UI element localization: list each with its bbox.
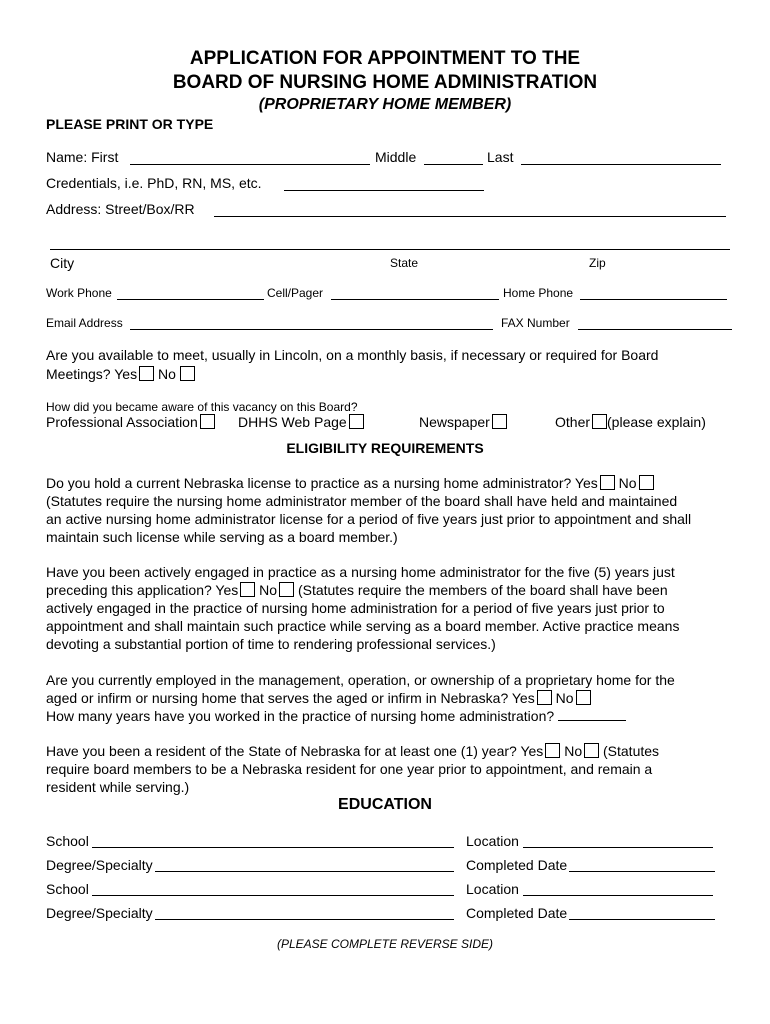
newspaper-label: Newspaper [419, 414, 490, 430]
employment-question-line1: Are you currently employed in the management, operation, or ownership of a proprietary home for the [46, 672, 675, 688]
completed-date-2-label: Completed Date [466, 905, 568, 921]
degree-2-label: Degree/Specialty [46, 905, 153, 921]
residency-yes-checkbox[interactable] [545, 743, 560, 758]
last-name-field[interactable] [521, 164, 721, 165]
vacancy-other-row [555, 414, 706, 430]
eligibility-heading: ELIGIBILITY REQUIREMENTS [286, 440, 484, 456]
license-no-checkbox[interactable] [639, 475, 654, 490]
license-statute-line2: an active nursing home administrator license for a period of five years just prior to appointment and shall [46, 511, 692, 527]
address-field[interactable] [214, 216, 726, 217]
years-worked-field[interactable] [558, 708, 626, 721]
availability-yes-checkbox[interactable] [139, 366, 154, 381]
other-label: Other [555, 414, 591, 430]
middle-name-field[interactable] [424, 164, 483, 165]
residency-statute-line3: resident while serving.) [46, 779, 190, 795]
degree-2-field[interactable] [155, 919, 454, 920]
residency-statute-start: (Statutes [603, 743, 660, 759]
completed-date-1-label: Completed Date [466, 857, 568, 873]
first-name-label: Name: First [46, 149, 119, 165]
please-explain-label: (please explain) [607, 414, 706, 430]
degree-1-field[interactable] [155, 871, 454, 872]
form-title-line2: BOARD OF NURSING HOME ADMINISTRATION [172, 72, 598, 93]
state-label: State [390, 256, 419, 270]
school-2-label: School [46, 881, 89, 897]
years-worked-label: How many years have you worked in the practice of nursing home administration? [46, 708, 555, 724]
location-2-label: Location [466, 881, 519, 897]
school-2-field[interactable] [92, 895, 454, 896]
vacancy-question: How did you became aware of this vacancy on this Board? [46, 400, 358, 414]
cell-pager-field[interactable] [331, 299, 499, 300]
school-1-field[interactable] [92, 847, 454, 848]
license-statute-line1: (Statutes require the nursing home administrator member of the board shall have held and maintained [46, 493, 678, 509]
last-name-label: Last [487, 149, 514, 165]
practice-statute-line4: devoting a substantial portion of time to rendering professional services.) [46, 636, 496, 652]
location-2-field[interactable] [523, 895, 713, 896]
eligibility-question-employment [46, 671, 746, 725]
license-yes-checkbox[interactable] [600, 475, 615, 490]
availability-no-checkbox[interactable] [180, 366, 195, 381]
cell-pager-label: Cell/Pager [267, 286, 324, 300]
practice-question-line1: Have you been actively engaged in practice as a nursing home administrator for the five (5) years just [46, 564, 675, 580]
vacancy-professional-row [46, 414, 215, 430]
availability-question: Are you available to meet, usually in Lincoln, on a monthly basis, if necessary or required for Board [46, 347, 659, 363]
vacancy-newspaper-row [419, 414, 507, 430]
residency-no-label: No [564, 743, 583, 759]
residency-yes-label: Have you been a resident of the State of Nebraska for at least one (1) year? Yes [46, 743, 544, 759]
newspaper-checkbox[interactable] [492, 414, 507, 429]
other-checkbox[interactable] [592, 414, 607, 429]
school-1-label: School [46, 833, 89, 849]
fax-field[interactable] [578, 329, 732, 330]
degree-1-label: Degree/Specialty [46, 857, 153, 873]
practice-statute-start: (Statutes require the members of the board shall have been [297, 582, 668, 598]
form-subtitle: (PROPRIETARY HOME MEMBER) [258, 96, 512, 113]
form-title-line1: APPLICATION FOR APPOINTMENT TO THE [189, 48, 581, 69]
middle-name-label: Middle [375, 149, 417, 165]
availability-answer-row [46, 366, 195, 382]
practice-yes-label: preceding this application? Yes [46, 582, 239, 598]
completed-date-1-field[interactable] [569, 871, 715, 872]
city-state-zip-field[interactable] [50, 249, 730, 250]
license-no-label: No [618, 475, 637, 491]
vacancy-dhhs-row [238, 414, 364, 430]
reverse-side-note: (PLEASE COMPLETE REVERSE SIDE) [276, 937, 494, 951]
eligibility-question-practice [46, 563, 746, 653]
print-instruction: PLEASE PRINT OR TYPE [46, 116, 214, 132]
employment-no-checkbox[interactable] [576, 690, 591, 705]
home-phone-label: Home Phone [503, 286, 574, 300]
email-field[interactable] [130, 329, 493, 330]
availability-yes-label: Meetings? Yes [46, 366, 138, 382]
practice-statute-line2: actively engaged in the practice of nursing home administration for a period of five years just prior to [46, 600, 665, 616]
email-label: Email Address [46, 316, 123, 330]
completed-date-2-field[interactable] [569, 919, 715, 920]
practice-no-checkbox[interactable] [279, 582, 294, 597]
dhhs-web-page-checkbox[interactable] [349, 414, 364, 429]
license-question-text: Do you hold a current Nebraska license to practice as a nursing home administrator? Yes [46, 475, 598, 491]
fax-label: FAX Number [501, 316, 570, 330]
professional-association-label: Professional Association [46, 414, 198, 430]
work-phone-field[interactable] [117, 299, 264, 300]
professional-association-checkbox[interactable] [200, 414, 215, 429]
location-1-field[interactable] [523, 847, 713, 848]
eligibility-question-residency [46, 742, 746, 796]
address-label: Address: Street/Box/RR [46, 201, 195, 217]
work-phone-label: Work Phone [46, 286, 112, 300]
credentials-field[interactable] [284, 190, 484, 191]
practice-statute-line3: appointment and shall maintain such practice while serving as a board member. Active practice means [46, 618, 680, 634]
practice-yes-checkbox[interactable] [240, 582, 255, 597]
credentials-label: Credentials, i.e. PhD, RN, MS, etc. [46, 175, 262, 191]
first-name-field[interactable] [130, 164, 370, 165]
practice-no-label: No [259, 582, 278, 598]
education-heading: EDUCATION [338, 796, 432, 813]
employment-yes-checkbox[interactable] [537, 690, 552, 705]
employment-no-label: No [555, 690, 574, 706]
license-statute-line3: maintain such license while serving as a board member.) [46, 529, 398, 545]
employment-yes-label: aged or infirm or nursing home that serves the aged or infirm in Nebraska? Yes [46, 690, 535, 706]
residency-statute-line2: require board members to be a Nebraska resident for one year prior to appointment, and remain a [46, 761, 653, 777]
home-phone-field[interactable] [580, 299, 727, 300]
city-label: City [50, 255, 75, 271]
zip-label: Zip [589, 256, 606, 270]
availability-no-label: No [157, 366, 176, 382]
eligibility-question-license [46, 474, 746, 546]
location-1-label: Location [466, 833, 519, 849]
dhhs-web-page-label: DHHS Web Page [238, 414, 347, 430]
residency-no-checkbox[interactable] [584, 743, 599, 758]
